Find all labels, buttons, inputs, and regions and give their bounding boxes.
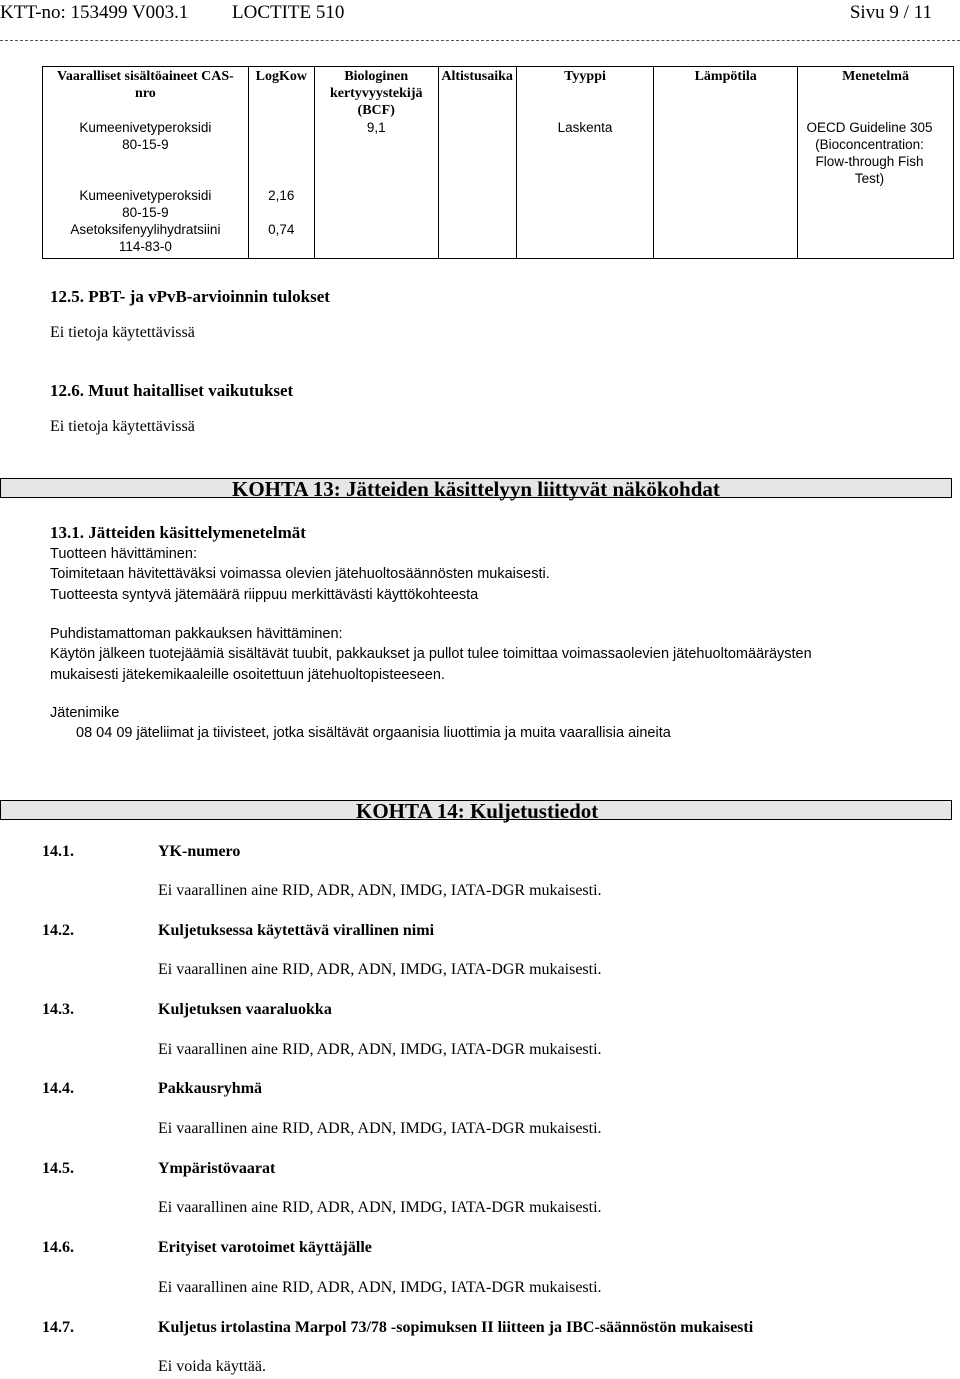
temperature-cell bbox=[654, 119, 798, 187]
item-number: 14.6. bbox=[42, 1239, 74, 1256]
item-value: Ei vaarallinen aine RID, ADR, ADN, IMDG, IATA-DGR mukaisesti. bbox=[158, 961, 602, 978]
col-header-bcf: Biologinen kertyvyystekijä (BCF) bbox=[314, 67, 438, 120]
logkow-cell: 2,16 bbox=[248, 187, 314, 221]
cas-number: 80-15-9 bbox=[122, 137, 169, 152]
section-14-title: KOHTA 14: Kuljetustiedot bbox=[356, 799, 599, 823]
col-header-method: Menetelmä bbox=[798, 67, 954, 120]
waste-code-label: Jätenimike bbox=[50, 705, 120, 721]
section-13-title: KOHTA 13: Jätteiden käsittelyyn liittyvät näkökohdat bbox=[232, 477, 720, 501]
document-id: KTT-no: 153499 V003.1 bbox=[0, 2, 189, 23]
temperature-cell bbox=[654, 187, 798, 221]
item-value: Ei voida käyttää. bbox=[158, 1358, 266, 1375]
item-number: 14.2. bbox=[42, 922, 74, 939]
col-header-type: Tyyppi bbox=[516, 67, 654, 120]
item-label: Erityiset varotoimet käyttäjälle bbox=[158, 1239, 372, 1256]
col-header-temperature: Lämpötila bbox=[654, 67, 798, 120]
disposal-label: Tuotteen hävittäminen: bbox=[50, 546, 197, 562]
item-value: Ei vaarallinen aine RID, ADR, ADN, IMDG, IATA-DGR mukaisesti. bbox=[158, 1041, 602, 1058]
disposal-text-2: Tuotteesta syntyvä jätemäärä riippuu merkittävästi käyttökohteesta bbox=[50, 587, 479, 603]
section-12-6-title: 12.6. Muut haitalliset vaikutukset bbox=[50, 381, 294, 400]
packaging-label: Puhdistamattoman pakkauksen hävittäminen: bbox=[50, 626, 343, 642]
item-label: Pakkausryhmä bbox=[158, 1080, 263, 1097]
method-cell bbox=[798, 187, 954, 221]
table-row bbox=[43, 119, 954, 187]
substance-name: Kumeenivetyperoksidi bbox=[79, 188, 212, 203]
method-cell bbox=[798, 221, 954, 259]
item-value: Ei vaarallinen aine RID, ADR, ADN, IMDG, IATA-DGR mukaisesti. bbox=[158, 1199, 602, 1216]
type-cell: Laskenta bbox=[516, 119, 654, 187]
item-value: Ei vaarallinen aine RID, ADR, ADN, IMDG, IATA-DGR mukaisesti. bbox=[158, 882, 602, 899]
bcf-cell bbox=[314, 187, 438, 221]
table-row bbox=[43, 221, 954, 259]
section-12-5-title: 12.5. PBT- ja vPvB-arvioinnin tulokset bbox=[50, 287, 330, 306]
type-cell bbox=[516, 221, 654, 259]
substance-name: Kumeenivetyperoksidi bbox=[79, 120, 212, 135]
packaging-text-1: Käytön jälkeen tuotejäämiä sisältävät tuubit, pakkaukset ja pullot tulee toimittaa voimassaolevien jätehuoltomääräysten bbox=[50, 646, 812, 662]
packaging-text-2: mukaisesti jätekemikaaleille osoitettuun jätehuoltopisteeseen. bbox=[50, 667, 445, 683]
item-value: Ei vaarallinen aine RID, ADR, ADN, IMDG, IATA-DGR mukaisesti. bbox=[158, 1120, 602, 1137]
item-number: 14.7. bbox=[42, 1319, 74, 1336]
bioaccumulation-table bbox=[42, 66, 954, 259]
disposal-text-1: Toimitetaan hävitettäväksi voimassa olevien jätehuoltosäännösten mukaisesti. bbox=[50, 566, 550, 582]
item-label: Kuljetuksen vaaraluokka bbox=[158, 1001, 332, 1018]
method-cell: OECD Guideline 305 (Bioconcentration: Flow-through Fish Test) bbox=[798, 119, 954, 187]
table-header-row bbox=[43, 67, 954, 120]
substance-name: Asetoksifenyylihydratsiini bbox=[70, 222, 221, 237]
item-label: Kuljetuksessa käytettävä virallinen nimi bbox=[158, 922, 435, 939]
header-divider bbox=[0, 40, 960, 41]
exposure-cell bbox=[438, 187, 516, 221]
cas-number: 114-83-0 bbox=[118, 239, 172, 254]
waste-code-text: 08 04 09 jäteliimat ja tiivisteet, jotka sisältävät orgaanisia liuottimia ja muita vaarallisia aineita bbox=[76, 725, 671, 741]
item-label: Ympäristövaarat bbox=[158, 1160, 276, 1177]
section-13-1-title: 13.1. Jätteiden käsittelymenetelmät bbox=[50, 523, 306, 542]
item-number: 14.4. bbox=[42, 1080, 74, 1097]
bcf-cell bbox=[314, 221, 438, 259]
logkow-cell bbox=[248, 119, 314, 187]
section-12-5-text: Ei tietoja käytettävissä bbox=[50, 324, 195, 341]
col-header-logkow: LogKow bbox=[248, 67, 314, 120]
page-number: Sivu 9 / 11 bbox=[849, 2, 932, 23]
item-number: 14.5. bbox=[42, 1160, 74, 1177]
product-name: LOCTITE 510 bbox=[232, 2, 345, 23]
col-header-exposure: Altistusaika bbox=[438, 67, 516, 120]
bcf-cell: 9,1 bbox=[314, 119, 438, 187]
type-cell bbox=[516, 187, 654, 221]
table-row bbox=[43, 187, 954, 221]
item-label: Kuljetus irtolastina Marpol 73/78 -sopimuksen II liitteen ja IBC-säännöstön mukaisesti bbox=[158, 1319, 754, 1336]
col-header-substance: Vaaralliset sisältöaineet CAS-nro bbox=[43, 67, 249, 120]
cas-number: 80-15-9 bbox=[122, 205, 169, 220]
exposure-cell bbox=[438, 119, 516, 187]
exposure-cell bbox=[438, 221, 516, 259]
item-number: 14.3. bbox=[42, 1001, 74, 1018]
temperature-cell bbox=[654, 221, 798, 259]
logkow-cell: 0,74 bbox=[248, 221, 314, 259]
item-label: YK-numero bbox=[158, 843, 241, 860]
item-number: 14.1. bbox=[42, 843, 74, 860]
section-12-6-text: Ei tietoja käytettävissä bbox=[50, 418, 195, 435]
item-value: Ei vaarallinen aine RID, ADR, ADN, IMDG, IATA-DGR mukaisesti. bbox=[158, 1279, 602, 1296]
